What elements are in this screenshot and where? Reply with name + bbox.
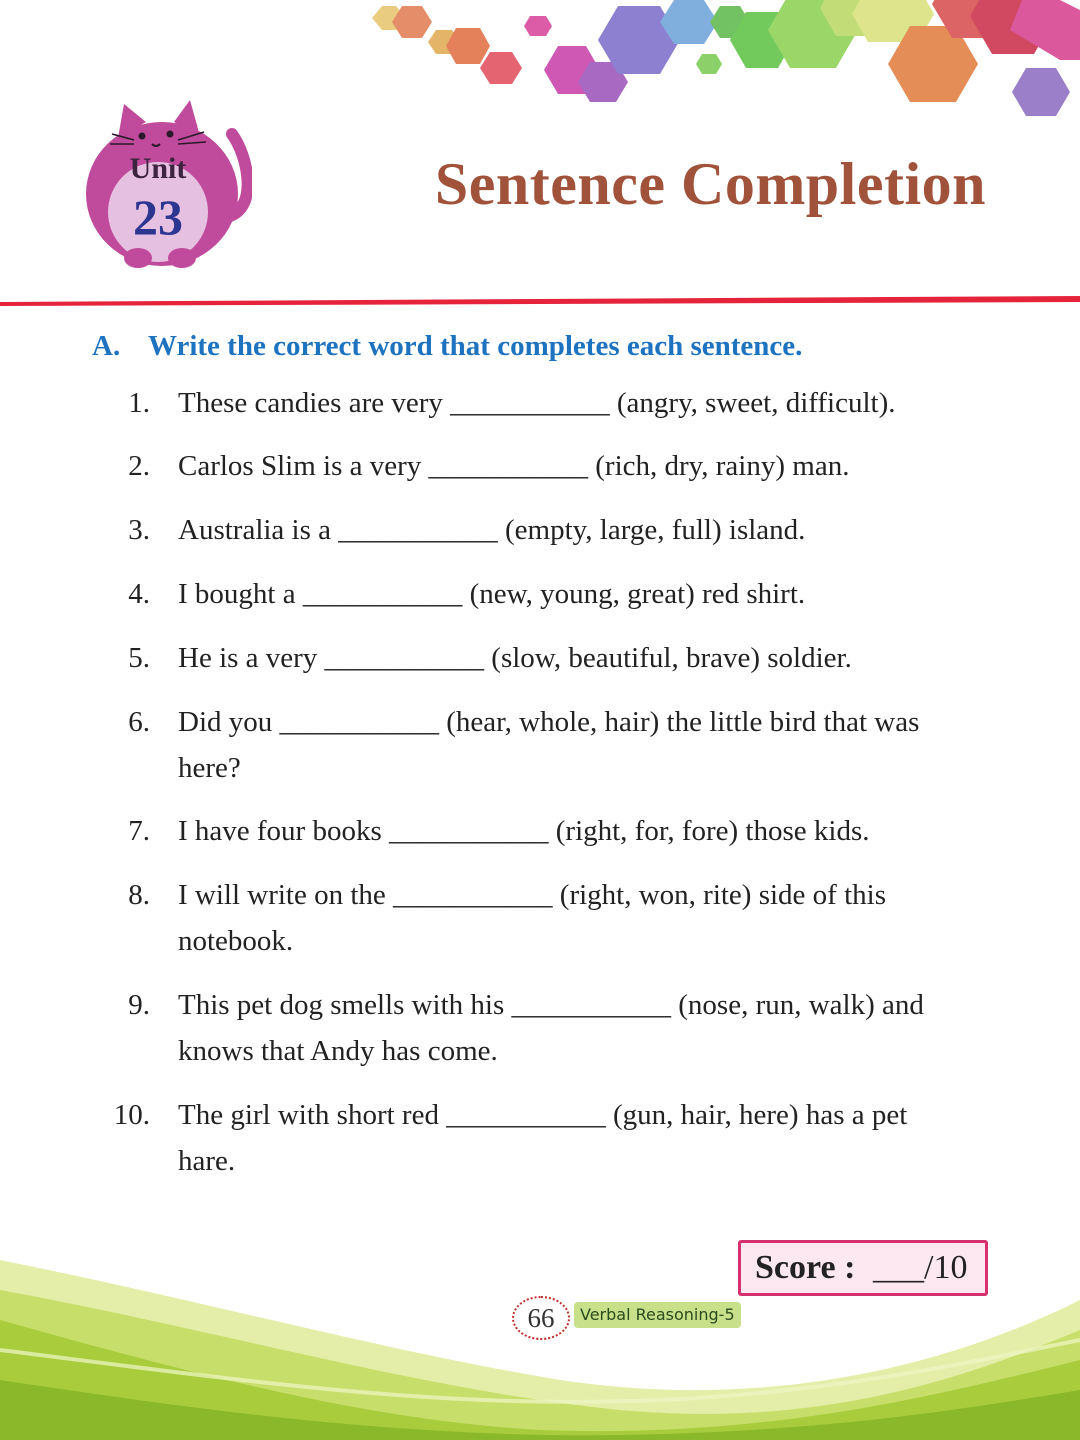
question-line-1: Did you ___________ (hear, whole, hair) the little bird that was — [178, 706, 920, 738]
question-line-2: knows that Andy has come. — [178, 1035, 498, 1067]
question-number: 7. — [128, 815, 150, 847]
unit-label: Unit — [129, 152, 187, 185]
page-number: 66 — [512, 1296, 570, 1340]
question-number: 2. — [128, 450, 150, 482]
question-text — [178, 1092, 989, 1184]
question-text — [178, 982, 989, 1074]
title-divider — [0, 290, 1080, 310]
question-text — [178, 699, 989, 791]
section-letter: A. — [92, 330, 121, 362]
question-line-1: I will write on the ___________ (right, won, rite) side of this — [178, 879, 886, 911]
question-number: 6. — [128, 706, 150, 738]
score-label: Score : — [755, 1249, 856, 1286]
question-text: Australia is a ___________ (empty, large, full) island. — [178, 514, 806, 546]
question-number: 10. — [113, 1099, 150, 1131]
unit-number: 23 — [133, 189, 183, 245]
question-number: 4. — [128, 578, 150, 610]
question-number: 8. — [128, 879, 150, 911]
score-value: ___/10 — [873, 1249, 968, 1286]
question-number: 1. — [128, 387, 150, 419]
question-number: 5. — [128, 642, 150, 674]
book-title-badge: Verbal Reasoning-5 — [574, 1302, 741, 1328]
question-text: I have four books ___________ (right, for, fore) those kids. — [178, 815, 870, 847]
page-title: Sentence Completion — [434, 151, 986, 217]
question-number: 9. — [128, 989, 150, 1021]
section-instruction: Write the correct word that completes each sentence. — [148, 330, 803, 362]
question-number: 3. — [128, 514, 150, 546]
question-text: I bought a ___________ (new, young, great) red shirt. — [178, 578, 806, 610]
score-box — [738, 1240, 988, 1296]
question-line-2: notebook. — [178, 925, 294, 957]
question-line-1: The girl with short red ___________ (gun, hair, here) has a pet — [178, 1099, 908, 1131]
question-text — [178, 872, 989, 964]
section-heading — [92, 330, 802, 363]
question-line-1: This pet dog smells with his ___________ (nose, run, walk) and — [178, 989, 924, 1021]
question-line-2: hare. — [178, 1145, 236, 1177]
question-text: He is a very ___________ (slow, beautiful, brave) soldier. — [178, 642, 852, 674]
question-text: These candies are very ___________ (angry, sweet, difficult). — [178, 387, 896, 419]
question-text: Carlos Slim is a very ___________ (rich, dry, rainy) man. — [178, 450, 850, 482]
question-line-2: here? — [178, 752, 241, 784]
